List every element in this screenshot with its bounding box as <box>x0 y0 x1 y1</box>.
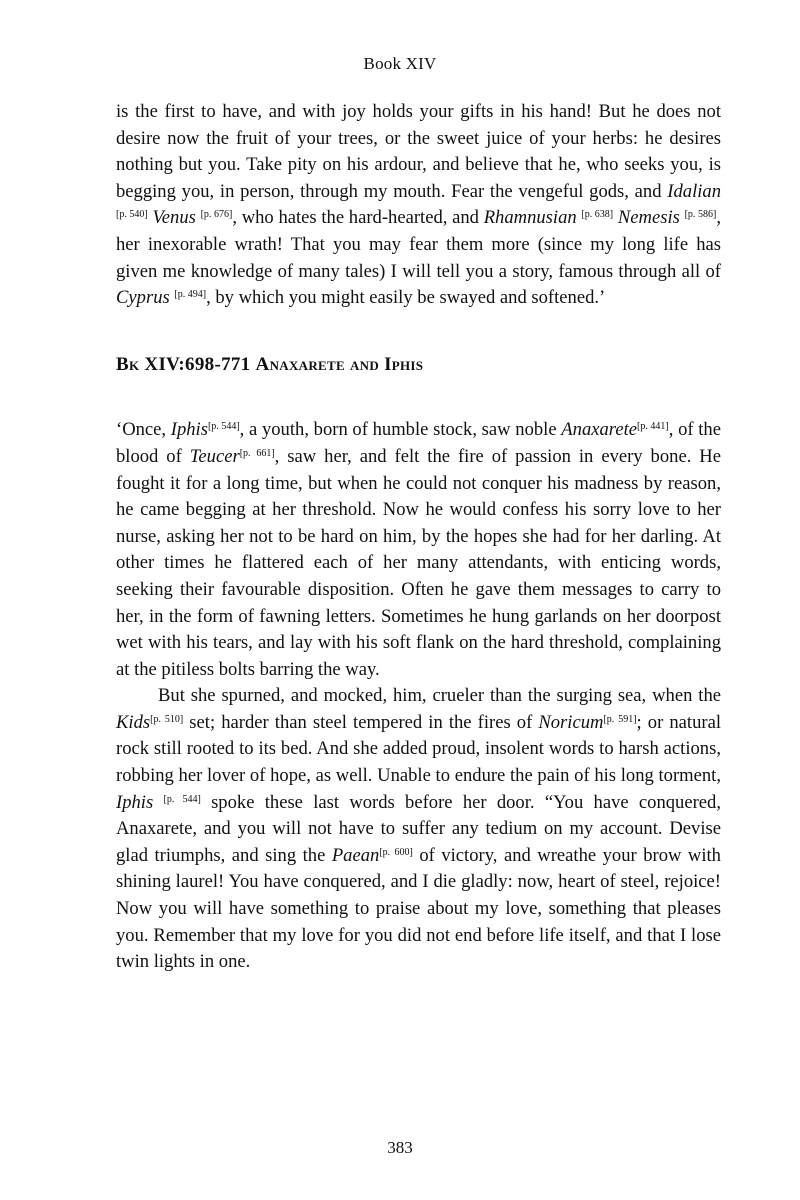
proper-name-kids[interactable]: Kids <box>116 711 151 733</box>
paragraph-2 <box>116 417 721 683</box>
text-run: , who hates the hard-hearted, and <box>232 207 484 229</box>
proper-name-nemesis[interactable]: Nemesis <box>617 207 680 229</box>
page-reference[interactable]: [p. 661] <box>239 447 275 459</box>
text-run: , by which you might easily be swayed and softened.’ <box>206 287 606 309</box>
page-reference[interactable]: [p. 544] <box>163 793 201 805</box>
page-body <box>116 99 721 976</box>
text-run: set; harder than steel tempered in the fires of <box>183 711 539 733</box>
page-reference[interactable]: [p. 544] <box>207 421 240 433</box>
page-number: 383 <box>387 1138 413 1157</box>
page-reference[interactable]: [p. 510] <box>150 713 184 725</box>
text-run: spoke these last words before her door. “You have conquered, Anaxarete, and you will not have to suffer any tedium on my account. Devise glad triumphs, and sing the <box>116 791 721 866</box>
proper-name-iphis[interactable]: Iphis <box>116 791 154 813</box>
text-run: is the first to have, and with joy holds your gifts in his hand! But he does not desire now the fruit of your trees, or the sweet juice of your herbs: he desires nothing but you. Take pity on his ardour, and believe that he, who seeks you, is begging you, in person, through my mouth. Fear the vengeful gods, and <box>116 101 721 202</box>
text-run: , her inexorable wrath! That you may fear them more (since my long life has given me knowledge of many tales) I will tell you a story, famous through all of <box>116 207 721 282</box>
proper-name-idalian[interactable]: Idalian <box>667 180 721 202</box>
page-reference[interactable]: [p. 600] <box>379 846 413 858</box>
text-run: , of the blood of <box>116 419 721 467</box>
section-heading-title: Anaxarete and Iphis <box>255 353 424 375</box>
text-run: ‘Once, <box>116 419 171 441</box>
page-reference[interactable]: [p. 441] <box>637 421 669 433</box>
page-reference[interactable]: [p. 586] <box>684 209 717 221</box>
proper-name-venus[interactable]: Venus <box>152 207 196 229</box>
running-head: Book XIV <box>363 54 437 73</box>
section-heading <box>116 352 721 379</box>
text-run: of victory, and wreathe your brow with shining laurel! You have conquered, and I die gladly: now, heart of steel, rejoice! Now you will have something to praise about my love, something that pleases you. Remember that my love for you did not end before life itself, and that I lose twin lights in one. <box>116 844 721 973</box>
proper-name-teucer[interactable]: Teucer <box>189 445 240 467</box>
text-run: But she spurned, and mocked, him, crueler than the surging sea, when the <box>158 685 721 707</box>
proper-name-iphis[interactable]: Iphis <box>170 419 208 441</box>
page-reference[interactable]: [p. 638] <box>581 209 614 221</box>
page-reference[interactable]: [p. 676] <box>200 209 233 221</box>
paragraph-3 <box>116 683 721 976</box>
page-reference[interactable]: [p. 591] <box>603 713 637 725</box>
proper-name-noricum[interactable]: Noricum <box>538 711 604 733</box>
proper-name-rhamnusian[interactable]: Rhamnusian <box>483 207 577 229</box>
page-reference[interactable]: [p. 540] <box>116 209 148 221</box>
text-run: , saw her, and felt the fire of passion in every bone. He fought it for a long time, but when he could not conquer his madness by reason, he came begging at her threshold. Now he would confess his sorry love to her nurse, asking her not to be hard on him, by the hopes she had for her darling. At other times he flattered each of her many attendants, with enticing words, seeking their favourable disposition. Often he gave them messages to carry to her, in the form of fawning letters. Sometimes he hung garlands on her doorpost wet with his tears, and lay with his soft flank on the hard threshold, complaining at the pitiless bolts barring the way. <box>116 445 721 680</box>
page-reference[interactable]: [p. 494] <box>174 289 207 301</box>
paragraph-1 <box>116 99 721 312</box>
proper-name-anaxarete[interactable]: Anaxarete <box>561 419 638 441</box>
section-heading-prefix: Bk XIV:698-771 <box>116 353 251 375</box>
text-run: ; or natural rock still rooted to its bed. And she added proud, insolent words to harsh actions, robbing her lover of hope, as well. Unable to endure the pain of his long torment, <box>116 711 721 787</box>
proper-name-paean[interactable]: Paean <box>331 844 380 866</box>
proper-name-cyprus[interactable]: Cyprus <box>116 287 170 309</box>
text-run: , a youth, born of humble stock, saw noble <box>239 419 562 441</box>
